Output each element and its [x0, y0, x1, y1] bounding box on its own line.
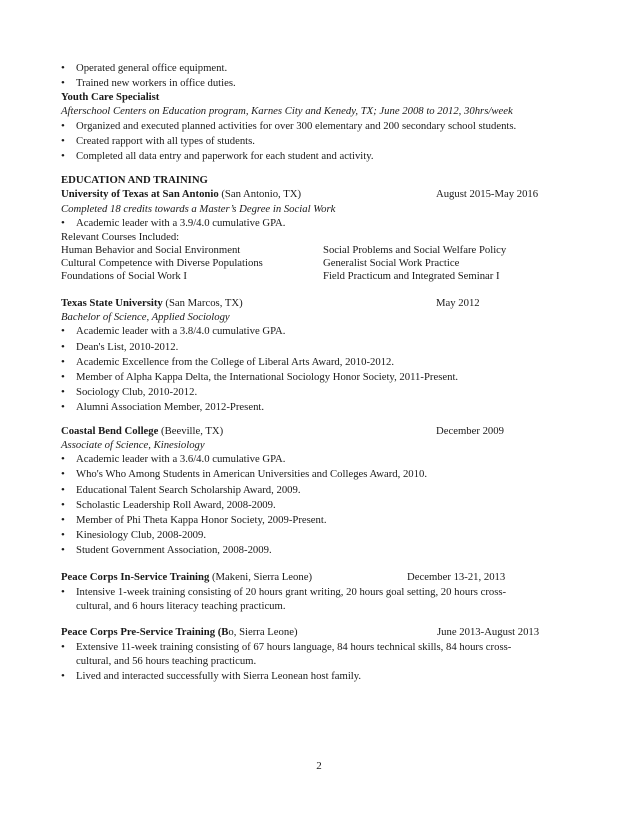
training-name-suffix: (B	[217, 626, 229, 638]
school-date: August 2015-May 2016	[436, 188, 539, 200]
school-name: Texas State University	[61, 297, 163, 309]
training-date: December 13-21, 2013	[407, 571, 506, 583]
degree: Bachelor of Science, Applied Sociology	[61, 311, 230, 323]
list-item-continued: cultural, and 56 hours teaching practicum.	[76, 655, 257, 667]
resume-page: Operated general office equipment. Trained new workers in office duties. Youth Care Specialist Afterschool Centers on Education program, Karnes City and Kenedy, TX; June 2008 to 2012, 30hrs/week Organized and executed planned activities for over 300 elementary and 200 secondary school students. Created rapport with all types of students. Completed all data entry and paperwork for each student and activity. EDUCATION AND TRAINING University of Texas at San Antonio (San Antonio, TX) August 2015-May 2016 Completed 18 credits towards a Master’s Degree in Social Work Academic leader with a 3.9/4.0 cumulative GPA. Relevant Courses Included: Human Behavior and Social Environment Social Problems and Social Welfare Policy Cultural Competence with Diverse Populations Generalist Social Work Practice Foundations of Social Work I Field Practicum and Integrated Seminar I Texas State University (San Marcos, TX) May 2012 Bachelor of Science, Applied Sociology Academic leader with a 3.8/4.0 cumulative GPA. Dean's List, 2010-2012. Academic Excellence from the College of Liberal Arts Award, 2010-2012. Member of Alpha Kappa Delta, the International Sociology Honor Society, 2011-Present. Sociology Club, 2010-2012. Alumni Association Member, 2012-Present. Coastal Bend College (Beeville, TX) December 2009 Associate of Science, Kinesiology Academic leader with a 3.6/4.0 cumulative GPA. Who's Who Among Students in American Universities and Colleges Award, 2010. Educational Talent Search Scholarship Award, 2009. Scholastic Leadership Roll Award, 2008-2009. Member of Phi Theta Kappa Honor Society, 2009-Present. Kinesiology Club, 2008-2009. Student Government Association, 2008-2009. Peace Corps In-Service Training (Makeni, Sierra Leone) December 13-21, 2013 Intensive 1-week training consisting of 20 hours grant writing, 20 hours goal setting, 20 hours cross- cultural, and 6 hours literacy teaching practicum. Peace Corps Pre-Service Training (Bo, Sierra Leone) June 2013-August 2013 Extensive 11-week training consisting of 67 hours language, 84 hours technical skills, 84 hours cross- cultural, and 56 hours teaching practicum. Lived and interacted successfully with Sierra Leonean host family. 2	[0, 0, 638, 826]
school-line	[61, 424, 598, 438]
course-row	[61, 256, 598, 270]
school-name: Coastal Bend College	[61, 425, 159, 437]
job-title: Youth Care Specialist	[61, 91, 160, 103]
training-location: o, Sierra Leone)	[228, 626, 298, 638]
school-line	[61, 296, 598, 310]
course-row	[61, 243, 598, 257]
course: Human Behavior and Social Environment	[61, 244, 241, 256]
school-location: (Beeville, TX)	[161, 425, 224, 437]
section-heading: EDUCATION AND TRAINING	[61, 174, 208, 186]
course-row	[61, 269, 598, 283]
school-name: University of Texas at San Antonio	[61, 188, 219, 200]
page-number: 2	[316, 760, 322, 772]
training-location: (Makeni, Sierra Leone)	[212, 571, 313, 583]
course: Cultural Competence with Diverse Populations	[61, 257, 263, 269]
school-date: May 2012	[436, 297, 480, 309]
training-name: Peace Corps Pre-Service Training	[61, 626, 216, 638]
school-date: December 2009	[436, 425, 504, 437]
school-line	[61, 187, 598, 201]
course: Field Practicum and Integrated Seminar I	[323, 270, 500, 282]
training-date: June 2013-August 2013	[437, 626, 540, 638]
degree: Completed 18 credits towards a Master’s Degree in Social Work	[61, 203, 336, 215]
training-name: Peace Corps In-Service Training	[61, 571, 210, 583]
courses-label: Relevant Courses Included:	[61, 231, 180, 243]
list-item-continued: cultural, and 6 hours literacy teaching practicum.	[76, 600, 286, 612]
training-line	[61, 570, 598, 584]
school-location: (San Antonio, TX)	[221, 188, 302, 200]
training-line	[61, 625, 598, 639]
job-subtitle: Afterschool Centers on Education program, Karnes City and Kenedy, TX; June 2008 to 2012, 30hrs/week	[61, 105, 513, 117]
degree: Associate of Science, Kinesiology	[61, 439, 205, 451]
course: Foundations of Social Work I	[61, 270, 187, 282]
course: Generalist Social Work Practice	[323, 257, 460, 269]
school-location: (San Marcos, TX)	[165, 297, 243, 309]
course: Social Problems and Social Welfare Policy	[323, 244, 507, 256]
